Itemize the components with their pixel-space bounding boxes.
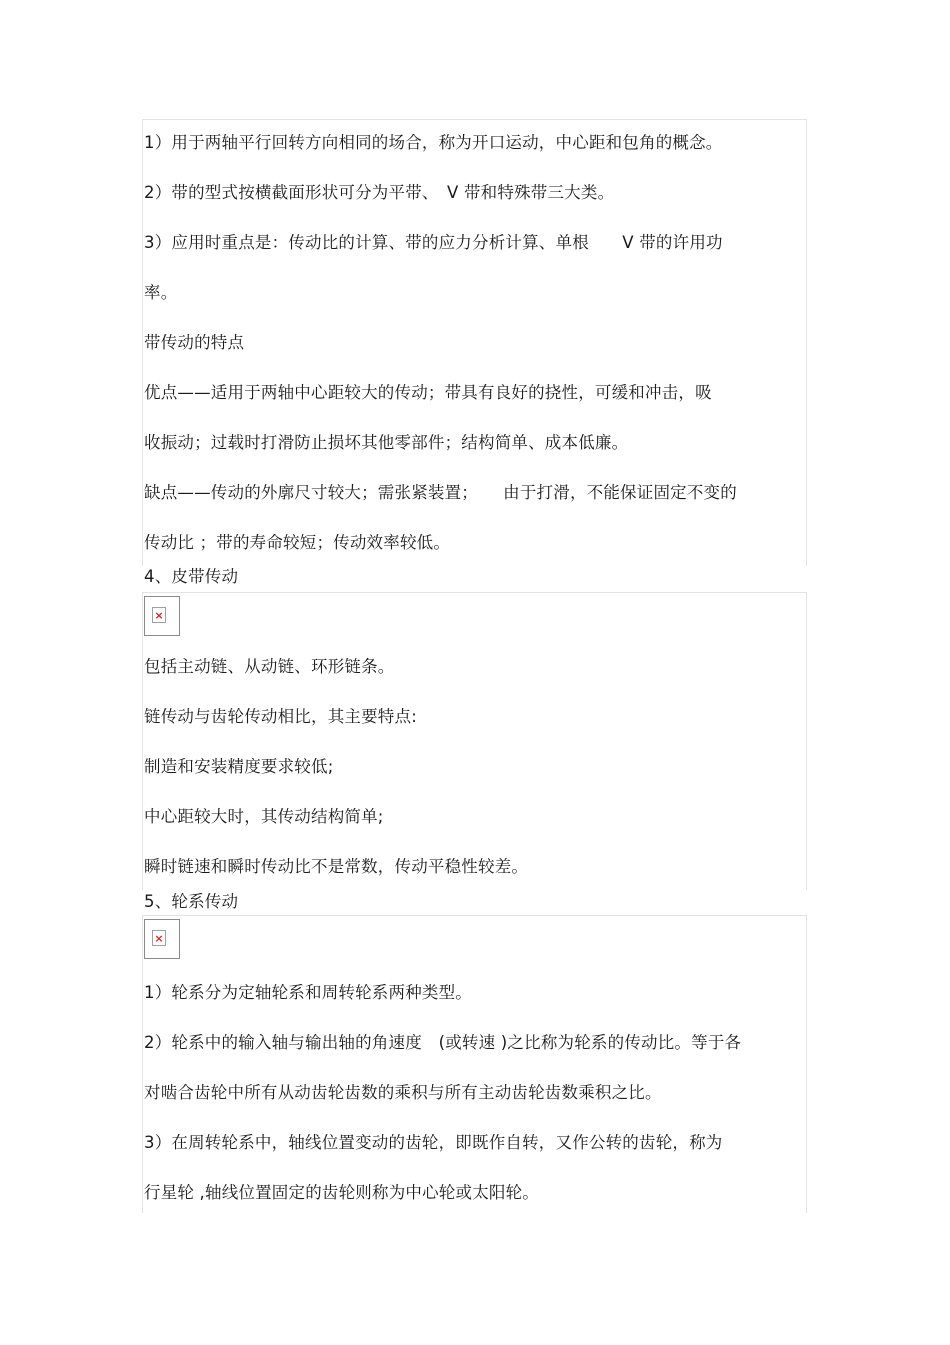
text-line: 中心距较大时，其传动结构简单; bbox=[144, 807, 384, 826]
content-frame-section4 bbox=[142, 592, 807, 890]
text-line: 1）用于两轴平行回转方向相同的场合，称为开口运动，中心距和包角的概念。 bbox=[144, 133, 723, 152]
text-line: 带传动的特点 bbox=[144, 333, 245, 352]
text-line: 2）轮系中的输入轴与输出轴的角速度 (或转速 )之比称为轮系的传动比。等于各 bbox=[144, 1033, 742, 1052]
text-line: 行星轮 ,轴线位置固定的齿轮则称为中心轮或太阳轮。 bbox=[144, 1183, 539, 1202]
text-line: 对啮合齿轮中所有从动齿轮齿数的乘积与所有主动齿轮齿数乘积之比。 bbox=[144, 1083, 662, 1102]
text-line: 传动比 ；带的寿命较短；传动效率较低。 bbox=[144, 533, 451, 552]
text-line: 率。 bbox=[144, 283, 178, 302]
broken-image-x-icon: × bbox=[152, 607, 166, 623]
text-line: 缺点——传动的外廓尺寸较大；需张紧装置； 由于打滑，不能保证固定不变的 bbox=[144, 483, 737, 502]
broken-image-icon bbox=[144, 919, 180, 959]
text-line: 优点——适用于两轴中心距较大的传动；带具有良好的挠性，可缓和冲击，吸 bbox=[144, 383, 712, 402]
text-line: 3）在周转轮系中，轴线位置变动的齿轮，即既作自转，又作公转的齿轮，称为 bbox=[144, 1133, 723, 1152]
text-line: 链传动与齿轮传动相比，其主要特点: bbox=[144, 707, 417, 726]
text-line: 瞬时链速和瞬时传动比不是常数，传动平稳性较差。 bbox=[144, 857, 529, 876]
content-frame-section5 bbox=[142, 915, 807, 1213]
broken-image-x-icon: × bbox=[152, 930, 166, 946]
text-line: 制造和安装精度要求较低; bbox=[144, 757, 334, 776]
text-line: 2）带的型式按横截面形状可分为平带、 V 带和特殊带三大类。 bbox=[144, 183, 615, 202]
broken-image-icon bbox=[144, 596, 180, 636]
text-line: 3）应用时重点是：传动比的计算、带的应力分析计算、单根 V 带的许用功 bbox=[144, 233, 723, 252]
section-heading-belt: 4、皮带传动 bbox=[144, 567, 239, 586]
section-heading-gear-train: 5、轮系传动 bbox=[144, 892, 239, 911]
text-line: 包括主动链、从动链、环形链条。 bbox=[144, 657, 395, 676]
text-line: 1）轮系分为定轴轮系和周转轮系两种类型。 bbox=[144, 983, 472, 1002]
text-line: 收振动；过载时打滑防止损坏其他零部件；结构简单、成本低廉。 bbox=[144, 433, 629, 452]
